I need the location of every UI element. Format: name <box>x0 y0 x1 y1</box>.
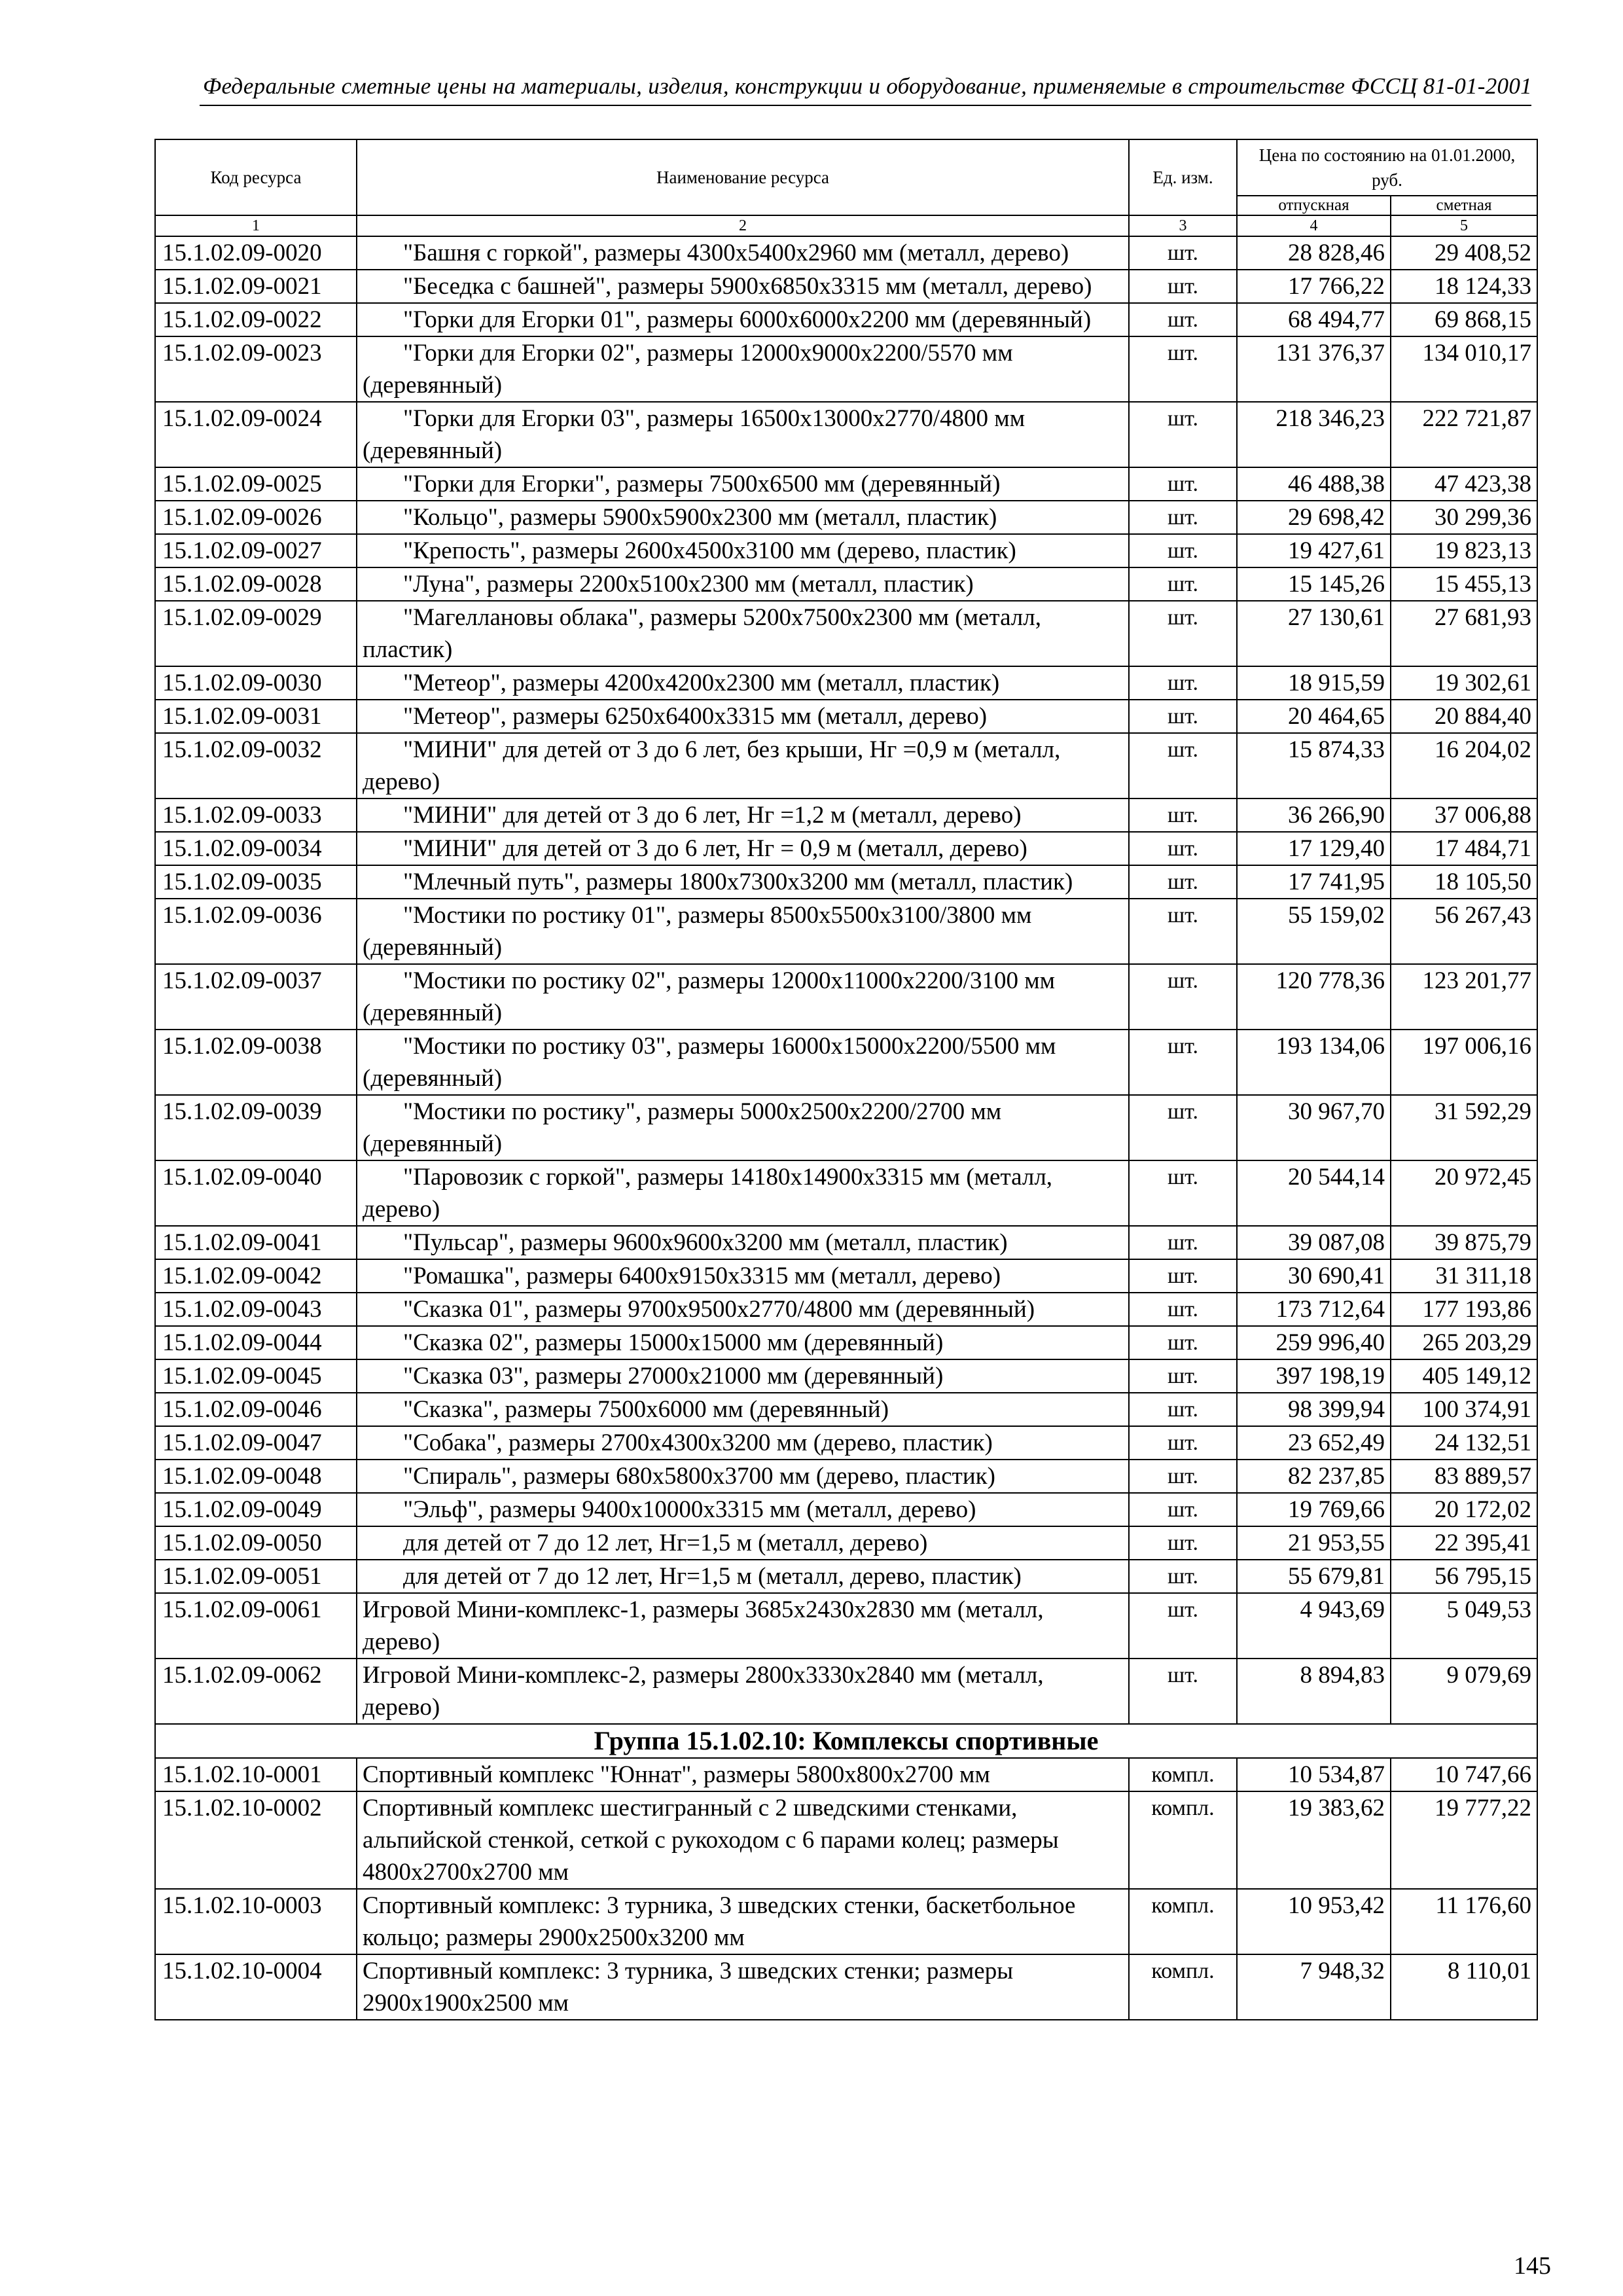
resource-code: 15.1.02.10-0001 <box>155 1758 357 1791</box>
unit-cell: шт. <box>1129 1560 1237 1593</box>
price-sale-cell: 17 766,22 <box>1237 270 1391 303</box>
table-row <box>155 1226 1537 1259</box>
price-estimate-cell: 30 299,36 <box>1391 501 1537 534</box>
price-estimate-cell: 100 374,91 <box>1391 1393 1537 1426</box>
resource-name: "МИНИ" для детей от 3 до 6 лет, Нг = 0,9 м (металл, дерево) <box>357 832 1129 865</box>
unit-cell: шт. <box>1129 601 1237 666</box>
table-row <box>155 1526 1537 1560</box>
unit-cell: шт. <box>1129 567 1237 601</box>
unit-cell: шт. <box>1129 1359 1237 1393</box>
price-sale-cell: 19 383,62 <box>1237 1791 1391 1889</box>
unit-cell: шт. <box>1129 467 1237 501</box>
resource-code: 15.1.02.09-0047 <box>155 1426 357 1460</box>
resource-name: "Пульсар", размеры 9600x9600x3200 мм (металл, пластик) <box>357 1226 1129 1259</box>
price-sale-cell: 173 712,64 <box>1237 1293 1391 1326</box>
table-row <box>155 303 1537 336</box>
price-estimate-cell: 27 681,93 <box>1391 601 1537 666</box>
resource-name: "Мостики по ростику 01", размеры 8500x5500x3100/3800 мм (деревянный) <box>357 899 1129 964</box>
running-header: Федеральные сметные цены на материалы, изделия, конструкции и оборудование, применяемые в строительстве ФССЦ 81-01-2001 <box>203 73 1532 99</box>
header-price-group: Цена по состоянию на 01.01.2000, руб. <box>1237 139 1537 196</box>
resource-code: 15.1.02.10-0003 <box>155 1889 357 1954</box>
price-sale-cell: 17 741,95 <box>1237 865 1391 899</box>
resource-code: 15.1.02.09-0026 <box>155 501 357 534</box>
resource-name: "Собака", размеры 2700x4300x3200 мм (дерево, пластик) <box>357 1426 1129 1460</box>
table-row <box>155 1293 1537 1326</box>
table-row <box>155 832 1537 865</box>
resource-code: 15.1.02.09-0046 <box>155 1393 357 1426</box>
price-sale-cell: 7 948,32 <box>1237 1954 1391 2020</box>
unit-cell: шт. <box>1129 832 1237 865</box>
resource-code: 15.1.02.09-0062 <box>155 1659 357 1724</box>
resource-name: "Паровозик с горкой", размеры 14180x14900x3315 мм (металл, дерево) <box>357 1160 1129 1226</box>
resource-code: 15.1.02.09-0050 <box>155 1526 357 1560</box>
price-sale-cell: 120 778,36 <box>1237 964 1391 1030</box>
table-row <box>155 1095 1537 1160</box>
unit-cell: шт. <box>1129 303 1237 336</box>
price-sale-cell: 15 145,26 <box>1237 567 1391 601</box>
resource-name: "Эльф", размеры 9400x10000x3315 мм (металл, дерево) <box>357 1493 1129 1526</box>
price-estimate-cell: 10 747,66 <box>1391 1758 1537 1791</box>
unit-cell: шт. <box>1129 798 1237 832</box>
col-number: 3 <box>1129 215 1237 236</box>
col-number: 4 <box>1237 215 1391 236</box>
table-row <box>155 865 1537 899</box>
unit-cell: компл. <box>1129 1954 1237 2020</box>
table-row <box>155 1359 1537 1393</box>
price-estimate-cell: 9 079,69 <box>1391 1659 1537 1724</box>
resource-name: Игровой Мини-комплекс-2, размеры 2800x3330x2840 мм (металл, дерево) <box>357 1659 1129 1724</box>
price-sale-cell: 19 427,61 <box>1237 534 1391 567</box>
resource-name: "Сказка 03", размеры 27000x21000 мм (деревянный) <box>357 1359 1129 1393</box>
resource-code: 15.1.02.09-0021 <box>155 270 357 303</box>
table-row <box>155 1659 1537 1724</box>
resource-code: 15.1.02.09-0020 <box>155 236 357 270</box>
price-sale-cell: 55 159,02 <box>1237 899 1391 964</box>
price-sale-cell: 4 943,69 <box>1237 1593 1391 1659</box>
price-sale-cell: 55 679,81 <box>1237 1560 1391 1593</box>
table-row <box>155 336 1537 402</box>
price-estimate-cell: 177 193,86 <box>1391 1293 1537 1326</box>
price-estimate-cell: 5 049,53 <box>1391 1593 1537 1659</box>
resource-code: 15.1.02.09-0029 <box>155 601 357 666</box>
price-estimate-cell: 134 010,17 <box>1391 336 1537 402</box>
resource-name: "Башня с горкой", размеры 4300x5400x2960 мм (металл, дерево) <box>357 236 1129 270</box>
unit-cell: шт. <box>1129 336 1237 402</box>
resource-code: 15.1.02.09-0027 <box>155 534 357 567</box>
resource-code: 15.1.02.09-0031 <box>155 700 357 733</box>
unit-cell: шт. <box>1129 402 1237 467</box>
resource-name: "Горки для Егорки 01", размеры 6000x6000x2200 мм (деревянный) <box>357 303 1129 336</box>
unit-cell: шт. <box>1129 1426 1237 1460</box>
price-sale-cell: 30 690,41 <box>1237 1259 1391 1293</box>
resource-name: Спортивный комплекс: 3 турника, 3 шведских стенки; размеры 2900x1900x2500 мм <box>357 1954 1129 2020</box>
price-sale-cell: 27 130,61 <box>1237 601 1391 666</box>
unit-cell: шт. <box>1129 733 1237 798</box>
resource-name: "Крепость", размеры 2600x4500x3100 мм (дерево, пластик) <box>357 534 1129 567</box>
unit-cell: шт. <box>1129 1160 1237 1226</box>
resource-name: "Горки для Егорки 02", размеры 12000x9000x2200/5570 мм (деревянный) <box>357 336 1129 402</box>
resource-code: 15.1.02.09-0022 <box>155 303 357 336</box>
table-row <box>155 1393 1537 1426</box>
price-sale-cell: 21 953,55 <box>1237 1526 1391 1560</box>
price-sale-cell: 36 266,90 <box>1237 798 1391 832</box>
resource-code: 15.1.02.09-0048 <box>155 1460 357 1493</box>
col-number: 2 <box>357 215 1129 236</box>
table-row <box>155 733 1537 798</box>
price-sale-cell: 29 698,42 <box>1237 501 1391 534</box>
resource-code: 15.1.02.09-0023 <box>155 336 357 402</box>
table-row <box>155 1030 1537 1095</box>
resource-name: "Метеор", размеры 6250x6400x3315 мм (металл, дерево) <box>357 700 1129 733</box>
table-row <box>155 467 1537 501</box>
resource-code: 15.1.02.09-0044 <box>155 1326 357 1359</box>
price-estimate-cell: 83 889,57 <box>1391 1460 1537 1493</box>
header-price-estimate: сметная <box>1391 196 1537 215</box>
unit-cell: компл. <box>1129 1758 1237 1791</box>
price-estimate-cell: 56 795,15 <box>1391 1560 1537 1593</box>
resource-name: "Горки для Егорки", размеры 7500x6500 мм (деревянный) <box>357 467 1129 501</box>
table-row <box>155 1259 1537 1293</box>
price-estimate-cell: 69 868,15 <box>1391 303 1537 336</box>
price-sale-cell: 98 399,94 <box>1237 1393 1391 1426</box>
unit-cell: шт. <box>1129 1259 1237 1293</box>
header-price-sale: отпускная <box>1237 196 1391 215</box>
resource-name: "Магеллановы облака", размеры 5200x7500x2300 мм (металл, пластик) <box>357 601 1129 666</box>
price-estimate-cell: 19 302,61 <box>1391 666 1537 700</box>
resource-name: "Беседка с башней", размеры 5900x6850x3315 мм (металл, дерево) <box>357 270 1129 303</box>
price-estimate-cell: 29 408,52 <box>1391 236 1537 270</box>
unit-cell: шт. <box>1129 1493 1237 1526</box>
unit-cell: шт. <box>1129 1659 1237 1724</box>
price-estimate-cell: 15 455,13 <box>1391 567 1537 601</box>
resource-name: "Мостики по ростику", размеры 5000x2500x2200/2700 мм (деревянный) <box>357 1095 1129 1160</box>
resource-name: "Ромашка", размеры 6400x9150x3315 мм (металл, дерево) <box>357 1259 1129 1293</box>
price-estimate-cell: 8 110,01 <box>1391 1954 1537 2020</box>
price-sale-cell: 20 544,14 <box>1237 1160 1391 1226</box>
resource-code: 15.1.02.09-0033 <box>155 798 357 832</box>
table-row <box>155 1791 1537 1889</box>
price-estimate-cell: 197 006,16 <box>1391 1030 1537 1095</box>
unit-cell: шт. <box>1129 666 1237 700</box>
resource-code: 15.1.02.09-0025 <box>155 467 357 501</box>
unit-cell: шт. <box>1129 1326 1237 1359</box>
resource-code: 15.1.02.09-0061 <box>155 1593 357 1659</box>
table-row <box>155 700 1537 733</box>
resource-name: "Мостики по ростику 03", размеры 16000x15000x2200/5500 мм (деревянный) <box>357 1030 1129 1095</box>
resource-name: "Спираль", размеры 680x5800x3700 мм (дерево, пластик) <box>357 1460 1129 1493</box>
price-sale-cell: 8 894,83 <box>1237 1659 1391 1724</box>
resource-code: 15.1.02.09-0037 <box>155 964 357 1030</box>
price-sale-cell: 18 915,59 <box>1237 666 1391 700</box>
table-row <box>155 402 1537 467</box>
price-sale-cell: 20 464,65 <box>1237 700 1391 733</box>
table-row <box>155 601 1537 666</box>
resource-name: "Горки для Егорки 03", размеры 16500x13000x2770/4800 мм (деревянный) <box>357 402 1129 467</box>
unit-cell: шт. <box>1129 270 1237 303</box>
price-estimate-cell: 405 149,12 <box>1391 1359 1537 1393</box>
table-row <box>155 964 1537 1030</box>
price-sale-cell: 28 828,46 <box>1237 236 1391 270</box>
table-row <box>155 1889 1537 1954</box>
price-estimate-cell: 18 105,50 <box>1391 865 1537 899</box>
table-row <box>155 1160 1537 1226</box>
unit-cell: шт. <box>1129 1393 1237 1426</box>
resource-code: 15.1.02.10-0002 <box>155 1791 357 1889</box>
page-number: 145 <box>1514 2252 1551 2280</box>
price-estimate-cell: 16 204,02 <box>1391 733 1537 798</box>
price-sale-cell: 397 198,19 <box>1237 1359 1391 1393</box>
unit-cell: шт. <box>1129 1095 1237 1160</box>
resource-code: 15.1.02.09-0043 <box>155 1293 357 1326</box>
table-row <box>155 534 1537 567</box>
header-rule <box>200 105 1531 106</box>
unit-cell: компл. <box>1129 1889 1237 1954</box>
resource-code: 15.1.02.10-0004 <box>155 1954 357 2020</box>
resource-name: "МИНИ" для детей от 3 до 6 лет, без крыши, Нг =0,9 м (металл, дерево) <box>357 733 1129 798</box>
price-estimate-cell: 22 395,41 <box>1391 1526 1537 1560</box>
unit-cell: шт. <box>1129 1030 1237 1095</box>
price-sale-cell: 10 953,42 <box>1237 1889 1391 1954</box>
price-sale-cell: 17 129,40 <box>1237 832 1391 865</box>
price-estimate-cell: 39 875,79 <box>1391 1226 1537 1259</box>
resource-name: Спортивный комплекс шестигранный с 2 шведскими стенками, альпийской стенкой, сеткой с рукоходом с 6 парами колец; размеры 4800x2700x2700 мм <box>357 1791 1129 1889</box>
resource-name: "Сказка 01", размеры 9700x9500x2770/4800 мм (деревянный) <box>357 1293 1129 1326</box>
resource-name: "Сказка 02", размеры 15000x15000 мм (деревянный) <box>357 1326 1129 1359</box>
table-row <box>155 1758 1537 1791</box>
table-row <box>155 236 1537 270</box>
group-row <box>155 1724 1537 1758</box>
price-sale-cell: 82 237,85 <box>1237 1460 1391 1493</box>
price-estimate-cell: 37 006,88 <box>1391 798 1537 832</box>
resource-name: Спортивный комплекс: 3 турника, 3 шведских стенки, баскетбольное кольцо; размеры 2900x2500x3200 мм <box>357 1889 1129 1954</box>
price-sale-cell: 10 534,87 <box>1237 1758 1391 1791</box>
price-estimate-cell: 123 201,77 <box>1391 964 1537 1030</box>
price-estimate-cell: 18 124,33 <box>1391 270 1537 303</box>
resource-name: "Луна", размеры 2200x5100x2300 мм (металл, пластик) <box>357 567 1129 601</box>
table-row <box>155 1493 1537 1526</box>
table-row <box>155 1954 1537 2020</box>
unit-cell: шт. <box>1129 1293 1237 1326</box>
resource-name: "Мостики по ростику 02", размеры 12000x11000x2200/3100 мм (деревянный) <box>357 964 1129 1030</box>
table-row <box>155 1460 1537 1493</box>
resource-code: 15.1.02.09-0028 <box>155 567 357 601</box>
resource-code: 15.1.02.09-0039 <box>155 1095 357 1160</box>
resource-code: 15.1.02.09-0034 <box>155 832 357 865</box>
table-row <box>155 899 1537 964</box>
header-code: Код ресурса <box>155 139 357 215</box>
resource-code: 15.1.02.09-0024 <box>155 402 357 467</box>
price-estimate-cell: 24 132,51 <box>1391 1426 1537 1460</box>
resource-name: для детей от 7 до 12 лет, Нг=1,5 м (металл, дерево, пластик) <box>357 1560 1129 1593</box>
table-row <box>155 270 1537 303</box>
unit-cell: шт. <box>1129 501 1237 534</box>
unit-cell: шт. <box>1129 1593 1237 1659</box>
price-estimate-cell: 56 267,43 <box>1391 899 1537 964</box>
price-sale-cell: 15 874,33 <box>1237 733 1391 798</box>
price-estimate-cell: 19 823,13 <box>1391 534 1537 567</box>
price-sale-cell: 30 967,70 <box>1237 1095 1391 1160</box>
price-sale-cell: 23 652,49 <box>1237 1426 1391 1460</box>
unit-cell: шт. <box>1129 1460 1237 1493</box>
price-sale-cell: 259 996,40 <box>1237 1326 1391 1359</box>
resource-name: "МИНИ" для детей от 3 до 6 лет, Нг =1,2 м (металл, дерево) <box>357 798 1129 832</box>
table-row <box>155 501 1537 534</box>
table-row <box>155 666 1537 700</box>
price-estimate-cell: 31 592,29 <box>1391 1095 1537 1160</box>
unit-cell: шт. <box>1129 865 1237 899</box>
price-estimate-cell: 17 484,71 <box>1391 832 1537 865</box>
resource-code: 15.1.02.09-0041 <box>155 1226 357 1259</box>
table-row <box>155 1560 1537 1593</box>
resource-name: "Кольцо", размеры 5900x5900x2300 мм (металл, пластик) <box>357 501 1129 534</box>
resource-code: 15.1.02.09-0030 <box>155 666 357 700</box>
unit-cell: шт. <box>1129 1526 1237 1560</box>
table-row <box>155 1326 1537 1359</box>
unit-cell: шт. <box>1129 236 1237 270</box>
resource-code: 15.1.02.09-0032 <box>155 733 357 798</box>
unit-cell: шт. <box>1129 1226 1237 1259</box>
resource-code: 15.1.02.09-0049 <box>155 1493 357 1526</box>
col-number: 5 <box>1391 215 1537 236</box>
resource-name: для детей от 7 до 12 лет, Нг=1,5 м (металл, дерево) <box>357 1526 1129 1560</box>
price-estimate-cell: 265 203,29 <box>1391 1326 1537 1359</box>
header-name: Наименование ресурса <box>357 139 1129 215</box>
resource-name: Спортивный комплекс "Юннат", размеры 5800x800x2700 мм <box>357 1758 1129 1791</box>
unit-cell: шт. <box>1129 534 1237 567</box>
resource-name: "Сказка", размеры 7500x6000 мм (деревянный) <box>357 1393 1129 1426</box>
price-estimate-cell: 20 972,45 <box>1391 1160 1537 1226</box>
resource-code: 15.1.02.09-0045 <box>155 1359 357 1393</box>
price-sale-cell: 19 769,66 <box>1237 1493 1391 1526</box>
price-sale-cell: 218 346,23 <box>1237 402 1391 467</box>
table-row <box>155 1426 1537 1460</box>
price-estimate-cell: 20 884,40 <box>1391 700 1537 733</box>
resource-name: "Метеор", размеры 4200x4200x2300 мм (металл, пластик) <box>357 666 1129 700</box>
price-estimate-cell: 11 176,60 <box>1391 1889 1537 1954</box>
price-sale-cell: 68 494,77 <box>1237 303 1391 336</box>
header-unit: Ед. изм. <box>1129 139 1237 215</box>
table-row <box>155 567 1537 601</box>
price-sale-cell: 39 087,08 <box>1237 1226 1391 1259</box>
price-sale-cell: 46 488,38 <box>1237 467 1391 501</box>
group-title: Группа 15.1.02.10: Комплексы спортивные <box>155 1724 1537 1758</box>
unit-cell: компл. <box>1129 1791 1237 1889</box>
unit-cell: шт. <box>1129 700 1237 733</box>
price-table <box>154 139 1538 2020</box>
price-estimate-cell: 19 777,22 <box>1391 1791 1537 1889</box>
price-estimate-cell: 20 172,02 <box>1391 1493 1537 1526</box>
table-row <box>155 798 1537 832</box>
resource-code: 15.1.02.09-0042 <box>155 1259 357 1293</box>
price-sale-cell: 131 376,37 <box>1237 336 1391 402</box>
col-number: 1 <box>155 215 357 236</box>
price-estimate-cell: 31 311,18 <box>1391 1259 1537 1293</box>
price-sale-cell: 193 134,06 <box>1237 1030 1391 1095</box>
resource-code: 15.1.02.09-0051 <box>155 1560 357 1593</box>
resource-code: 15.1.02.09-0038 <box>155 1030 357 1095</box>
price-estimate-cell: 222 721,87 <box>1391 402 1537 467</box>
unit-cell: шт. <box>1129 899 1237 964</box>
resource-code: 15.1.02.09-0040 <box>155 1160 357 1226</box>
resource-code: 15.1.02.09-0035 <box>155 865 357 899</box>
unit-cell: шт. <box>1129 964 1237 1030</box>
resource-code: 15.1.02.09-0036 <box>155 899 357 964</box>
table-row <box>155 1593 1537 1659</box>
resource-name: Игровой Мини-комплекс-1, размеры 3685x2430x2830 мм (металл, дерево) <box>357 1593 1129 1659</box>
resource-name: "Млечный путь", размеры 1800x7300x3200 мм (металл, пластик) <box>357 865 1129 899</box>
price-estimate-cell: 47 423,38 <box>1391 467 1537 501</box>
